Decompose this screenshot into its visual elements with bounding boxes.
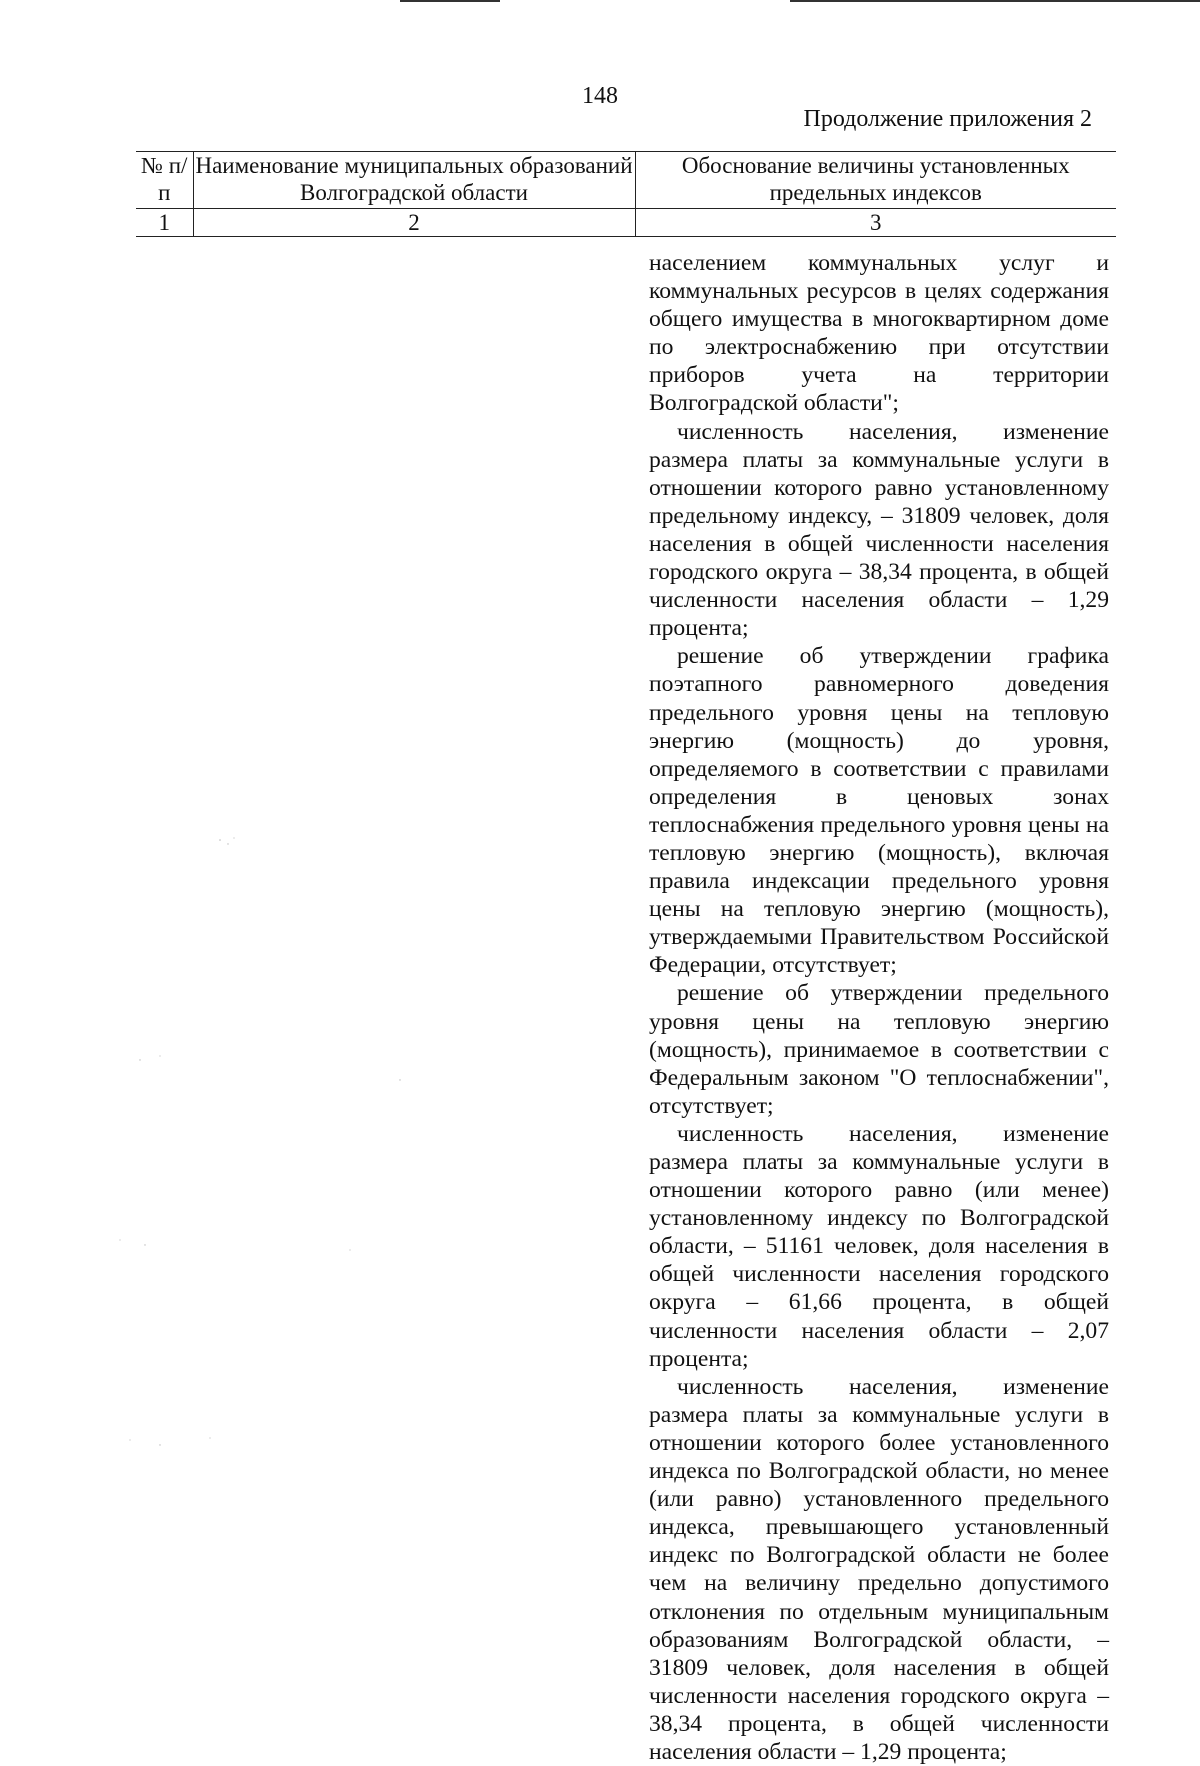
- scan-noise-specks: [100, 820, 600, 1520]
- scan-top-line-right: [790, 0, 1200, 2]
- header-col-municipality: Наименование муниципальных образований Волгоградской области: [193, 152, 635, 209]
- paragraph: численность населения, изменение размера платы за коммунальные услуги в отношении которого равно (или менее) установленному индексу по Волгоградской области, – 51161 человек, доля населения в общей численности населения городского округа – 61,66 процента, в общей численности населения области – 2,07 процента;: [649, 1120, 1109, 1372]
- column-number-3: 3: [635, 209, 1116, 237]
- table-column-numbers-row: [136, 209, 1116, 237]
- table-header: [136, 151, 1116, 237]
- paragraph: решение об утверждении графика поэтапного равномерного доведения предельного уровня цены на тепловую энергию (мощность) до уровня, определяемого в соответствии с правилами определения в ценовых зонах теплоснабжения предельного уровня цены на тепловую энергию (мощность), включая правила индексации предельного уровня цены на тепловую энергию (мощность), утверждаемыми Правительством Российской Федерации, отсутствует;: [649, 643, 1109, 979]
- scan-top-line-left: [400, 0, 500, 2]
- header-col-justification: Обоснование величины установленных предельных индексов: [635, 152, 1116, 209]
- justification-text: [649, 249, 1109, 1766]
- paragraph: численность населения, изменение размера платы за коммунальные услуги в отношении которого равно установленному предельному индексу, – 31809 человек, доля населения в общей численности населения городского округа – 38,34 процента, в общей численности населения области – 1,29 процента;: [649, 418, 1109, 642]
- page-number: 148: [582, 83, 618, 109]
- paragraph: численность населения, изменение размера платы за коммунальные услуги в отношении которого более установленного индекса по Волгоградской области, но менее (или равно) установленного предельного индекса, превышающего установленный индекс по Волгоградской области не более чем на величину предельно допустимого отклонения по отдельным муниципальным образованиям Волгоградской области, – 31809 человек, доля населения в общей численности населения городского округа – 38,34 процента, в общей численности населения области – 1,29 процента;: [649, 1373, 1109, 1765]
- table-header-row: [136, 152, 1116, 209]
- column-number-2: 2: [193, 209, 635, 237]
- header-col-number: № п/п: [136, 152, 193, 209]
- appendix-continuation-title: Продолжение приложения 2: [803, 106, 1092, 132]
- paragraph: решение об утверждении предельного уровня цены на тепловую энергию (мощность), принимаемое в соответствии с Федеральным законом "О теплоснабжении", отсутствует;: [649, 980, 1109, 1119]
- column-number-1: 1: [136, 209, 193, 237]
- paragraph: населением коммунальных услуг и коммунальных ресурсов в целях содержания общего имущества в многоквартирном доме по электроснабжению при отсутствии приборов учета на территории Волгоградской области";: [649, 250, 1109, 417]
